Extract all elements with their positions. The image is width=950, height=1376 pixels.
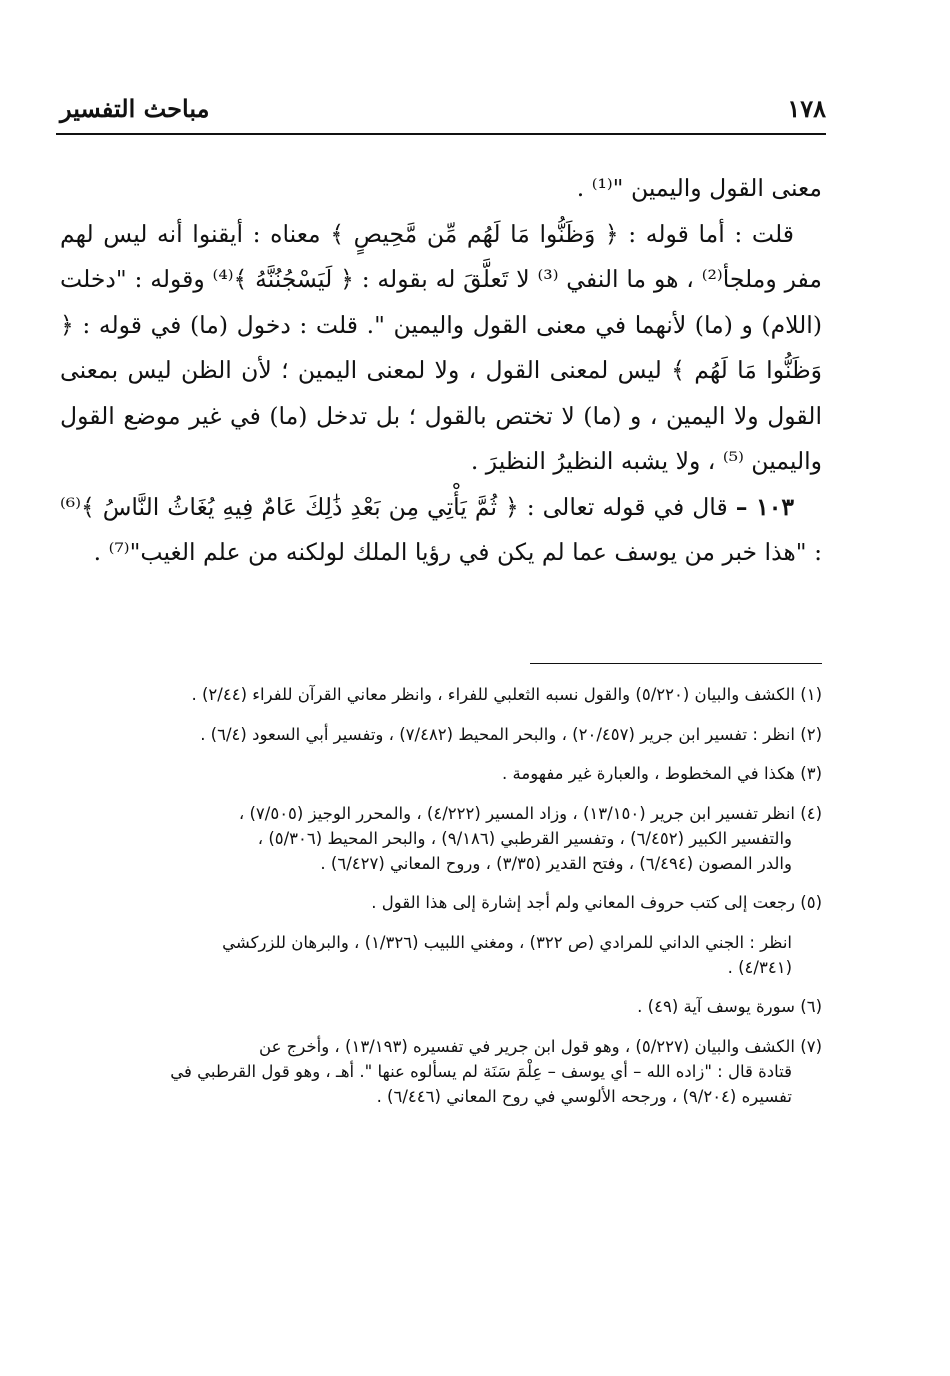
footnote-6-text: (٦) سورة يوسف آية (٤٩) . bbox=[637, 997, 822, 1016]
footnote-7-line-1: (٧) الكشف والبيان (٥/٢٢٧) ، وهو قول ابن جرير في تفسيره (١٣/١٩٣) ، وأخرج عن bbox=[259, 1036, 822, 1056]
running-title: مباحث التفسير bbox=[60, 94, 210, 123]
footnote-4 bbox=[58, 801, 822, 876]
paragraph-3-text: قال في قوله تعالى : ﴿ ثُمَّ يَأْتِي مِن بَعْدِ ذَٰلِكَ عَامٌ فِيهِ يُغَاثُ النَّاسُ ﴾⁽⁶⁾ : "هذا خبر من يوسف عما لم يكن في رؤيا الملك لولكنه من علم الغيب"⁽⁷⁾ . bbox=[60, 492, 822, 566]
main-text bbox=[60, 166, 822, 576]
running-header bbox=[60, 92, 826, 128]
footnote-6 bbox=[58, 994, 822, 1019]
footnote-7-line-2: قتادة قال : "زاده الله – أي يوسف – عِلْمَ سَنَة لم يسألوه عنها ". أهـ ، وهو قول القرطبي في bbox=[170, 1061, 792, 1081]
footnote-5-line-2: انظر : الجني الداني للمرادي (ص ٣٢٢) ، ومغني اللبيب (١/٣٢٦) ، والبرهان للزركشي bbox=[222, 932, 792, 952]
paragraph-3 bbox=[60, 485, 822, 576]
footnote-5-line-1: (٥) رجعت إلى كتب حروف المعاني ولم أجد إشارة إلى هذا القول . bbox=[371, 893, 822, 912]
footnote-7-line-3: تفسيره (٩/٢٠٤) ، ورجحه الألوسي في روح المعاني (٦/٤٤٦) . bbox=[376, 1086, 792, 1106]
footnote-1-text: (١) الكشف والبيان (٥/٢٢٠) والقول نسبه الثعلبي للفراء ، وانظر معاني القرآن للفراء (٢/٤٤) . bbox=[191, 685, 822, 704]
footnote-5 bbox=[58, 890, 822, 915]
footnote-5-continued bbox=[58, 930, 822, 980]
paragraph-1: معنى القول واليمين "⁽¹⁾ . bbox=[576, 174, 822, 202]
paragraph-2: قلت : أما قوله : ﴿ وَظَنُّوا مَا لَهُم مِّن مَّحِيصٍ ﴾ معناه : أيقنوا أنه ليس لهم مفر وملجأ⁽²⁾ ، هو ما النفي ⁽³⁾ لا تَعلَّقَ له بقوله : ﴿ لَيَسْجُنُنَّهُ ﴾⁽⁴⁾ وقوله : "دخلت (اللام) و (ما) لأنهما في معنى القول واليمين ". قلت : دخول (ما) في قوله : ﴿ وَظَنُّوا مَا لَهُم ﴾ ليس لمعنى القول ، ولا لمعنى اليمين ؛ لأن الظن ليس بمعنى القول ولا اليمين ، و (ما) لا تختص بالقول ؛ بل تدخل (ما) في غير موضع القول واليمين ⁽⁵⁾ ، ولا يشبه النظيرُ النظيرَ . bbox=[60, 219, 823, 475]
footnote-4-line-1: (٤) انظر تفسير ابن جرير (١٣/١٥٠) ، وزاد المسير (٤/٢٢٢) ، والمحرر الوجيز (٧/٥٠٥) ، bbox=[238, 803, 822, 823]
page-number: ١٧٨ bbox=[787, 94, 826, 123]
footnote-3 bbox=[58, 761, 822, 786]
footnote-7 bbox=[58, 1034, 822, 1109]
footnote-2 bbox=[58, 722, 822, 747]
footnote-2-text: (٢) انظر : تفسير ابن جرير (٢٠/٤٥٧) ، والبحر المحيط (٧/٤٨٢) ، وتفسير أبي السعود (٦/٤) . bbox=[200, 724, 822, 744]
footnote-3-text: (٣) هكذا في المخطوط ، والعبارة غير مفهومة . bbox=[502, 764, 822, 783]
footnote-4-line-3: والدر المصون (٦/٤٩٤) ، وفتح القدير (٣/٣٥) ، وروح المعاني (٦/٤٢٧) . bbox=[320, 853, 792, 873]
item-number: ١٠٣ – bbox=[735, 492, 794, 521]
footnote-1 bbox=[58, 682, 822, 707]
footnotes bbox=[58, 682, 822, 1123]
footnote-5-line-3: (٤/٣٤١) . bbox=[727, 957, 792, 977]
footnote-4-line-2: والتفسير الكبير (٦/٤٥٢) ، وتفسير القرطبي (٩/١٨٦) ، والبحر المحيط (٥/٣٠٦) ، bbox=[257, 828, 792, 848]
header-divider bbox=[56, 133, 826, 135]
footnote-divider bbox=[530, 663, 822, 664]
